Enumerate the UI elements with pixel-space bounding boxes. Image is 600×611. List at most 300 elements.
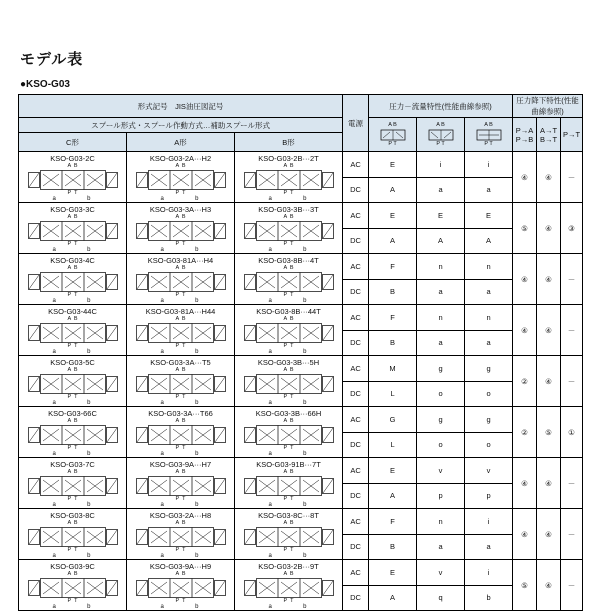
flow1-8-1: A bbox=[369, 585, 417, 611]
model-c-7-ports-pt: P T bbox=[67, 547, 78, 553]
drop-1-line1: P→A bbox=[515, 125, 534, 135]
model-c-6-cell bbox=[19, 458, 127, 509]
solenoid-icon bbox=[322, 425, 334, 445]
flow2-3-0: n bbox=[417, 305, 465, 331]
model-b-1-model: KSO-G03-3B···3T bbox=[258, 205, 319, 214]
header-drop-2 bbox=[537, 118, 561, 152]
power-4-1: DC bbox=[343, 381, 369, 407]
solenoid-icon bbox=[244, 578, 256, 598]
model-b-4-cell bbox=[235, 356, 343, 407]
model-b-5-cell bbox=[235, 407, 343, 458]
flow3-2-0: n bbox=[465, 254, 513, 280]
drop2-0: ④ bbox=[537, 152, 561, 203]
model-c-1-cell bbox=[19, 203, 127, 254]
flow-sym-2-bottom: P T bbox=[436, 141, 445, 147]
model-a-1-model: KSO-G03-3A···H3 bbox=[149, 205, 212, 214]
flow2-5-1: o bbox=[417, 432, 465, 458]
model-a-6-ab-labels: a b bbox=[160, 502, 201, 508]
solenoid-icon bbox=[106, 374, 118, 394]
model-c-4-ports-pt: P T bbox=[67, 394, 78, 400]
solenoid-icon bbox=[28, 272, 40, 292]
model-a-2-cell bbox=[127, 254, 235, 305]
solenoid-icon bbox=[136, 272, 148, 292]
solenoid-icon bbox=[136, 221, 148, 241]
power-3-0: AC bbox=[343, 305, 369, 331]
model-b-8-ab-labels: a b bbox=[268, 604, 309, 610]
page-title: モデル表 bbox=[20, 51, 84, 68]
power-5-1: DC bbox=[343, 432, 369, 458]
drop1-3: ④ bbox=[513, 305, 537, 356]
header-power: 電源 bbox=[343, 95, 369, 152]
solenoid-icon bbox=[136, 323, 148, 343]
flow3-1-0: E bbox=[465, 203, 513, 229]
model-a-0-ports-pt: P T bbox=[175, 190, 186, 196]
model-b-8-cell bbox=[235, 560, 343, 611]
power-8-1: DC bbox=[343, 585, 369, 611]
model-a-2-ports-ab: A B bbox=[175, 265, 186, 271]
table-row bbox=[19, 458, 583, 484]
model-a-8-ab-labels: a b bbox=[160, 604, 201, 610]
model-a-1-ports-pt: P T bbox=[175, 241, 186, 247]
model-b-6-ports-ab: A B bbox=[283, 469, 294, 475]
solenoid-icon bbox=[244, 272, 256, 292]
model-a-0-ports-ab: A B bbox=[175, 163, 186, 169]
drop3-5: ① bbox=[561, 407, 583, 458]
model-c-2-ports-pt: P T bbox=[67, 292, 78, 298]
model-b-3-ab-labels: a b bbox=[268, 349, 309, 355]
drop1-8: ⑤ bbox=[513, 560, 537, 611]
drop3-7: － bbox=[561, 509, 583, 560]
model-b-4-ab-labels: a b bbox=[268, 400, 309, 406]
model-a-5-ab-labels: a b bbox=[160, 451, 201, 457]
power-2-1: DC bbox=[343, 279, 369, 305]
model-b-4-ports-pt: P T bbox=[283, 394, 294, 400]
drop2-5: ⑤ bbox=[537, 407, 561, 458]
solenoid-icon bbox=[214, 476, 226, 496]
table-row bbox=[19, 407, 583, 433]
model-b-8-ports-ab: A B bbox=[283, 571, 294, 577]
flow3-8-1: b bbox=[465, 585, 513, 611]
model-a-4-ab-labels: a b bbox=[160, 400, 201, 406]
drop1-6: ④ bbox=[513, 458, 537, 509]
flow2-2-0: n bbox=[417, 254, 465, 280]
model-c-7-ports-ab: A B bbox=[67, 520, 78, 526]
drop3-1: ③ bbox=[561, 203, 583, 254]
model-c-4-model: KSO-G03-5C bbox=[50, 358, 95, 367]
flow3-0-1: a bbox=[465, 177, 513, 203]
solenoid-icon bbox=[106, 476, 118, 496]
model-b-4-ports-ab: A B bbox=[283, 367, 294, 373]
model-c-0-ports-pt: P T bbox=[67, 190, 78, 196]
flow3-5-1: o bbox=[465, 432, 513, 458]
solenoid-icon bbox=[244, 170, 256, 190]
solenoid-icon bbox=[322, 374, 334, 394]
flow1-5-1: L bbox=[369, 432, 417, 458]
flow1-7-1: B bbox=[369, 534, 417, 560]
solenoid-icon bbox=[322, 170, 334, 190]
flow3-1-1: A bbox=[465, 228, 513, 254]
model-table bbox=[18, 94, 583, 611]
solenoid-icon bbox=[214, 323, 226, 343]
model-a-3-cell bbox=[127, 305, 235, 356]
model-a-4-cell bbox=[127, 356, 235, 407]
model-b-3-model: KSO-G03-8B···44T bbox=[256, 307, 321, 316]
drop2-8: ④ bbox=[537, 560, 561, 611]
model-b-7-ab-labels: a b bbox=[268, 553, 309, 559]
model-c-8-ports-ab: A B bbox=[67, 571, 78, 577]
model-b-7-cell bbox=[235, 509, 343, 560]
model-c-1-ab-labels: a b bbox=[52, 247, 93, 253]
model-c-6-model: KSO-G03-7C bbox=[50, 460, 95, 469]
table-row bbox=[19, 203, 583, 229]
drop1-7: ④ bbox=[513, 509, 537, 560]
flow3-7-1: a bbox=[465, 534, 513, 560]
solenoid-icon bbox=[322, 527, 334, 547]
model-c-3-cell bbox=[19, 305, 127, 356]
solenoid-icon bbox=[136, 527, 148, 547]
table-row bbox=[19, 305, 583, 331]
model-c-3-ab-labels: a b bbox=[52, 349, 93, 355]
flow2-8-1: q bbox=[417, 585, 465, 611]
flow2-1-0: E bbox=[417, 203, 465, 229]
model-a-1-ab-labels: a b bbox=[160, 247, 201, 253]
drop3-0: － bbox=[561, 152, 583, 203]
model-b-4-model: KSO-G03-3B···5H bbox=[257, 358, 320, 367]
model-b-2-ports-ab: A B bbox=[283, 265, 294, 271]
model-b-5-ports-pt: P T bbox=[283, 445, 294, 451]
power-3-1: DC bbox=[343, 330, 369, 356]
solenoid-icon bbox=[106, 272, 118, 292]
model-c-0-model: KSO-G03-2C bbox=[50, 154, 95, 163]
table-row bbox=[19, 560, 583, 586]
header-drop-1 bbox=[513, 118, 537, 152]
solenoid-icon bbox=[214, 170, 226, 190]
solenoid-icon bbox=[106, 527, 118, 547]
header-col-c: C形 bbox=[19, 133, 127, 152]
model-a-7-ports-pt: P T bbox=[175, 547, 186, 553]
flow1-6-1: A bbox=[369, 483, 417, 509]
model-b-6-cell bbox=[235, 458, 343, 509]
model-c-5-model: KSO-G03-66C bbox=[48, 409, 97, 418]
power-0-1: DC bbox=[343, 177, 369, 203]
table-row bbox=[19, 152, 583, 178]
power-6-0: AC bbox=[343, 458, 369, 484]
model-a-4-ports-ab: A B bbox=[175, 367, 186, 373]
model-c-8-ab-labels: a b bbox=[52, 604, 93, 610]
drop1-1: ⑤ bbox=[513, 203, 537, 254]
table-header-row-2 bbox=[19, 118, 583, 133]
flow3-4-0: g bbox=[465, 356, 513, 382]
model-c-5-ports-ab: A B bbox=[67, 418, 78, 424]
model-a-8-cell bbox=[127, 560, 235, 611]
model-c-4-ab-labels: a b bbox=[52, 400, 93, 406]
solenoid-icon bbox=[322, 578, 334, 598]
solenoid-icon bbox=[214, 425, 226, 445]
power-1-0: AC bbox=[343, 203, 369, 229]
model-b-1-ab-labels: a b bbox=[268, 247, 309, 253]
model-c-1-ports-pt: P T bbox=[67, 241, 78, 247]
model-a-5-ports-ab: A B bbox=[175, 418, 186, 424]
model-c-3-model: KSO-G03-44C bbox=[48, 307, 97, 316]
flow1-4-0: M bbox=[369, 356, 417, 382]
model-b-2-cell bbox=[235, 254, 343, 305]
drop2-1: ④ bbox=[537, 203, 561, 254]
model-c-6-ports-ab: A B bbox=[67, 469, 78, 475]
flow3-6-0: v bbox=[465, 458, 513, 484]
model-b-5-ports-ab: A B bbox=[283, 418, 294, 424]
solenoid-icon bbox=[322, 272, 334, 292]
drop3-8: － bbox=[561, 560, 583, 611]
model-a-3-ports-pt: P T bbox=[175, 343, 186, 349]
drop2-4: ④ bbox=[537, 356, 561, 407]
model-b-7-ports-pt: P T bbox=[283, 547, 294, 553]
solenoid-icon bbox=[28, 476, 40, 496]
model-a-2-model: KSO-G03-81A···H4 bbox=[147, 256, 214, 265]
header-flow-char: 圧力－流量特性(性能曲線参照) bbox=[369, 95, 513, 118]
flow1-2-0: F bbox=[369, 254, 417, 280]
header-col-b: B形 bbox=[235, 133, 343, 152]
drop2-7: ④ bbox=[537, 509, 561, 560]
drop2-3: ④ bbox=[537, 305, 561, 356]
drop2-6: ④ bbox=[537, 458, 561, 509]
model-c-2-ports-ab: A B bbox=[67, 265, 78, 271]
model-c-5-ab-labels: a b bbox=[52, 451, 93, 457]
power-6-1: DC bbox=[343, 483, 369, 509]
flow1-2-1: B bbox=[369, 279, 417, 305]
model-c-0-cell bbox=[19, 152, 127, 203]
flow2-8-0: v bbox=[417, 560, 465, 586]
solenoid-icon bbox=[244, 476, 256, 496]
model-b-0-ports-pt: P T bbox=[283, 190, 294, 196]
solenoid-icon bbox=[136, 170, 148, 190]
model-a-0-cell bbox=[127, 152, 235, 203]
flow-sym-3-top: A B bbox=[484, 122, 493, 128]
flow1-1-0: E bbox=[369, 203, 417, 229]
flow3-6-1: p bbox=[465, 483, 513, 509]
model-b-3-ports-ab: A B bbox=[283, 316, 294, 322]
flow3-7-0: i bbox=[465, 509, 513, 535]
model-a-7-cell bbox=[127, 509, 235, 560]
model-a-8-model: KSO-G03-9A···H9 bbox=[149, 562, 212, 571]
power-4-0: AC bbox=[343, 356, 369, 382]
solenoid-icon bbox=[244, 323, 256, 343]
model-a-3-ab-labels: a b bbox=[160, 349, 201, 355]
solenoid-icon bbox=[214, 221, 226, 241]
model-b-5-model: KSO-G03-3B···66H bbox=[255, 409, 322, 418]
table-row bbox=[19, 356, 583, 382]
flow3-0-0: i bbox=[465, 152, 513, 178]
drop3-4: － bbox=[561, 356, 583, 407]
solenoid-icon bbox=[28, 527, 40, 547]
flow2-5-0: g bbox=[417, 407, 465, 433]
model-b-6-ab-labels: a b bbox=[268, 502, 309, 508]
model-a-6-cell bbox=[127, 458, 235, 509]
solenoid-icon bbox=[136, 476, 148, 496]
model-a-6-ports-pt: P T bbox=[175, 496, 186, 502]
header-flow-sym-1 bbox=[369, 118, 417, 152]
model-a-7-ab-labels: a b bbox=[160, 553, 201, 559]
drop1-4: ② bbox=[513, 356, 537, 407]
power-8-0: AC bbox=[343, 560, 369, 586]
flow2-7-1: a bbox=[417, 534, 465, 560]
header-drop-char: 圧力降下特性(性能曲線参照) bbox=[513, 95, 583, 118]
model-c-2-cell bbox=[19, 254, 127, 305]
model-a-2-ab-labels: a b bbox=[160, 298, 201, 304]
drop1-5: ② bbox=[513, 407, 537, 458]
flow-symbol-icon-1 bbox=[380, 129, 406, 141]
model-a-2-ports-pt: P T bbox=[175, 292, 186, 298]
drop3-2: － bbox=[561, 254, 583, 305]
solenoid-icon bbox=[136, 374, 148, 394]
flow1-0-1: A bbox=[369, 177, 417, 203]
power-2-0: AC bbox=[343, 254, 369, 280]
solenoid-icon bbox=[28, 221, 40, 241]
model-c-3-ports-ab: A B bbox=[67, 316, 78, 322]
flow3-3-0: n bbox=[465, 305, 513, 331]
model-c-8-ports-pt: P T bbox=[67, 598, 78, 604]
model-a-0-model: KSO-G03-2A···H2 bbox=[149, 154, 212, 163]
table-row bbox=[19, 509, 583, 535]
flow2-6-0: v bbox=[417, 458, 465, 484]
solenoid-icon bbox=[244, 527, 256, 547]
solenoid-icon bbox=[106, 170, 118, 190]
header-flow-sym-2 bbox=[417, 118, 465, 152]
model-b-1-cell bbox=[235, 203, 343, 254]
model-b-2-ab-labels: a b bbox=[268, 298, 309, 304]
power-7-1: DC bbox=[343, 534, 369, 560]
drop-2-line2: B→T bbox=[539, 134, 558, 144]
model-c-1-model: KSO-G03-3C bbox=[50, 205, 95, 214]
solenoid-icon bbox=[214, 272, 226, 292]
model-c-7-cell bbox=[19, 509, 127, 560]
solenoid-icon bbox=[322, 476, 334, 496]
solenoid-icon bbox=[28, 425, 40, 445]
model-b-3-ports-pt: P T bbox=[283, 343, 294, 349]
model-c-2-ab-labels: a b bbox=[52, 298, 93, 304]
flow-sym-1-top: A B bbox=[388, 122, 397, 128]
model-b-1-ports-ab: A B bbox=[283, 214, 294, 220]
flow2-4-0: g bbox=[417, 356, 465, 382]
flow1-5-0: G bbox=[369, 407, 417, 433]
solenoid-icon bbox=[106, 221, 118, 241]
flow3-2-1: a bbox=[465, 279, 513, 305]
solenoid-icon bbox=[322, 323, 334, 343]
power-0-0: AC bbox=[343, 152, 369, 178]
flow2-1-1: A bbox=[417, 228, 465, 254]
solenoid-icon bbox=[322, 221, 334, 241]
solenoid-icon bbox=[28, 170, 40, 190]
solenoid-icon bbox=[214, 527, 226, 547]
model-a-5-cell bbox=[127, 407, 235, 458]
solenoid-icon bbox=[106, 578, 118, 598]
solenoid-icon bbox=[106, 425, 118, 445]
model-b-3-cell bbox=[235, 305, 343, 356]
drop3-6: － bbox=[561, 458, 583, 509]
model-a-8-ports-ab: A B bbox=[175, 571, 186, 577]
model-c-8-cell bbox=[19, 560, 127, 611]
flow3-3-1: a bbox=[465, 330, 513, 356]
model-a-1-ports-ab: A B bbox=[175, 214, 186, 220]
solenoid-icon bbox=[214, 374, 226, 394]
model-c-0-ab-labels: a b bbox=[52, 196, 93, 202]
header-flow-sym-3 bbox=[465, 118, 513, 152]
header-spool-desc: スプール形式・スプール作動方式…補助スプール形式 bbox=[19, 118, 343, 133]
drop1-2: ④ bbox=[513, 254, 537, 305]
model-a-6-ports-ab: A B bbox=[175, 469, 186, 475]
flow2-4-1: o bbox=[417, 381, 465, 407]
solenoid-icon bbox=[214, 578, 226, 598]
model-a-1-cell bbox=[127, 203, 235, 254]
solenoid-icon bbox=[28, 578, 40, 598]
flow1-3-0: F bbox=[369, 305, 417, 331]
flow1-3-1: B bbox=[369, 330, 417, 356]
flow-symbol-icon-2 bbox=[428, 129, 454, 141]
model-c-7-ab-labels: a b bbox=[52, 553, 93, 559]
model-b-1-ports-pt: P T bbox=[283, 241, 294, 247]
header-code-group: 形式記号 JIS油圧図記号 bbox=[19, 95, 343, 118]
model-c-6-ports-pt: P T bbox=[67, 496, 78, 502]
flow3-8-0: i bbox=[465, 560, 513, 586]
model-a-3-ports-ab: A B bbox=[175, 316, 186, 322]
model-a-3-model: KSO-G03-81A···H44 bbox=[145, 307, 216, 316]
flow-symbol-icon-3 bbox=[476, 129, 502, 141]
flow3-4-1: o bbox=[465, 381, 513, 407]
table-header-row-1 bbox=[19, 95, 583, 118]
model-a-0-ab-labels: a b bbox=[160, 196, 201, 202]
solenoid-icon bbox=[106, 323, 118, 343]
model-b-7-ports-ab: A B bbox=[283, 520, 294, 526]
solenoid-icon bbox=[244, 221, 256, 241]
model-a-4-ports-pt: P T bbox=[175, 394, 186, 400]
flow1-8-0: E bbox=[369, 560, 417, 586]
model-c-1-ports-ab: A B bbox=[67, 214, 78, 220]
solenoid-icon bbox=[244, 425, 256, 445]
flow1-6-0: E bbox=[369, 458, 417, 484]
model-a-6-model: KSO-G03-9A···H7 bbox=[149, 460, 212, 469]
flow2-0-1: a bbox=[417, 177, 465, 203]
model-b-5-ab-labels: a b bbox=[268, 451, 309, 457]
model-c-8-model: KSO-G03-9C bbox=[50, 562, 95, 571]
flow1-1-1: A bbox=[369, 228, 417, 254]
model-a-5-model: KSO-G03-3A···T66 bbox=[148, 409, 213, 418]
model-c-4-cell bbox=[19, 356, 127, 407]
flow2-6-1: p bbox=[417, 483, 465, 509]
model-a-8-ports-pt: P T bbox=[175, 598, 186, 604]
power-1-1: DC bbox=[343, 228, 369, 254]
model-b-0-cell bbox=[235, 152, 343, 203]
flow1-7-0: F bbox=[369, 509, 417, 535]
solenoid-icon bbox=[136, 578, 148, 598]
model-b-6-model: KSO-G03-91B···7T bbox=[256, 460, 321, 469]
flow2-3-1: a bbox=[417, 330, 465, 356]
solenoid-icon bbox=[136, 425, 148, 445]
drop3-3: － bbox=[561, 305, 583, 356]
model-c-0-ports-ab: A B bbox=[67, 163, 78, 169]
model-group-label: ●KSO-G03 bbox=[20, 79, 70, 90]
flow2-2-1: a bbox=[417, 279, 465, 305]
model-c-5-ports-pt: P T bbox=[67, 445, 78, 451]
flow3-5-0: g bbox=[465, 407, 513, 433]
model-b-2-ports-pt: P T bbox=[283, 292, 294, 298]
model-b-0-ports-ab: A B bbox=[283, 163, 294, 169]
model-c-7-model: KSO-G03-8C bbox=[50, 511, 95, 520]
table-row bbox=[19, 254, 583, 280]
model-b-0-model: KSO-G03-2B···2T bbox=[258, 154, 319, 163]
model-a-7-model: KSO-G03-2A···H8 bbox=[149, 511, 212, 520]
drop-1-line2: P→B bbox=[515, 134, 534, 144]
drop2-2: ④ bbox=[537, 254, 561, 305]
model-b-0-ab-labels: a b bbox=[268, 196, 309, 202]
